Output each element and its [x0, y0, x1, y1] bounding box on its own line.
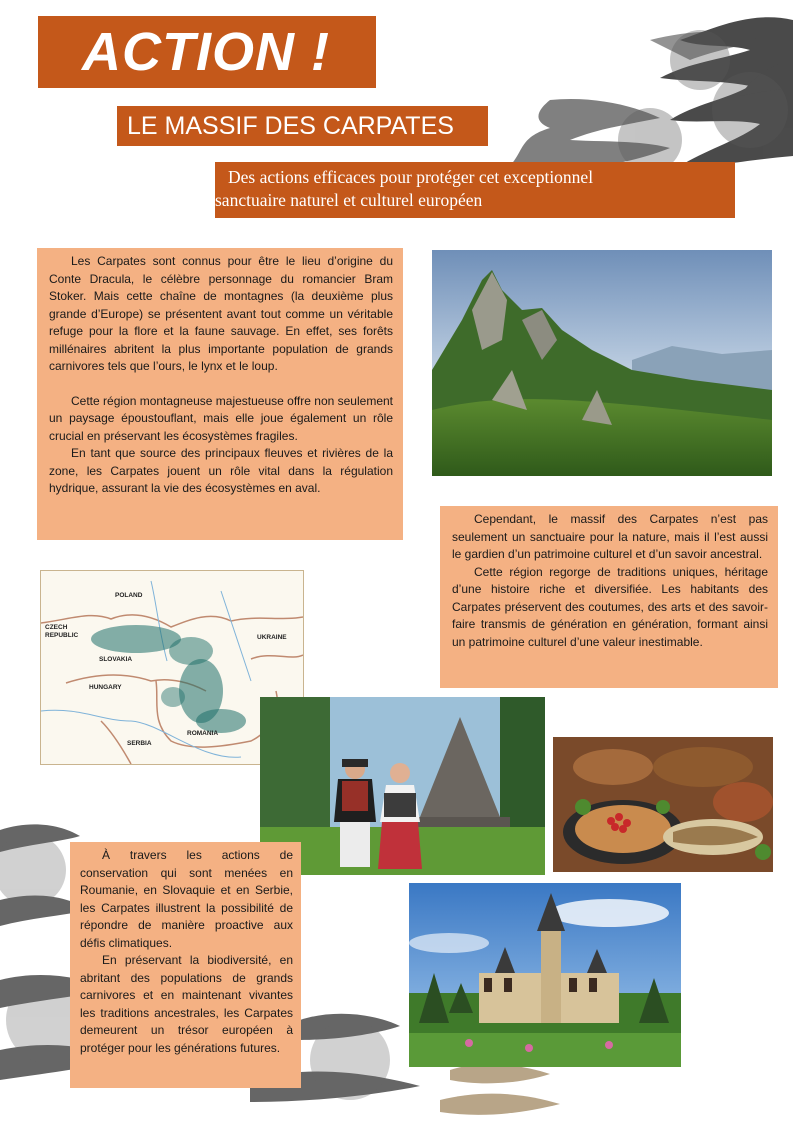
- text-box-nature: [37, 248, 403, 540]
- page-subtitle: LE MASSIF DES CARPATES: [127, 111, 454, 140]
- subtitle-banner: [117, 106, 488, 146]
- map-label-czech: CZECH: [45, 624, 68, 631]
- map-label-poland: POLAND: [115, 592, 143, 599]
- paragraph: À travers les actions de conservation qui sont menées en Roumanie, en Slovaquie et en Serbie, les Carpates illustrent la possibilité de répondre de manière proactive aux défis climatiques.: [80, 848, 293, 950]
- paragraph: Cependant, le massif des Carpates n’est pas seulement un sanctuaire pour la nature, mais il l’est aussi le gardien d’un patrimoine culturel et d’un savoir ancestral.: [452, 512, 768, 561]
- tagline-banner: [215, 162, 735, 218]
- folk-costume-photo: [260, 697, 545, 875]
- text-box-culture: [440, 506, 778, 688]
- map-label-slovakia: SLOVAKIA: [99, 656, 133, 663]
- paragraph: Les Carpates sont connus pour être le lieu d’origine du Conte Dracula, le célèbre personnage du romancier Bram Stoker. Mais cette chaîne de montagnes (la deuxième plus grande d’Europe) se présentent avant tout comme un véritable refuge pour la flore et la faune sauvage. En effet, ses forêts millénaires abritent la plus importante population de grands carnivores tels que l’ours, le lynx et le loup.: [49, 254, 393, 373]
- pine-tree-bottom-right-decoration: [440, 1060, 560, 1123]
- traditional-food-photo: [553, 737, 773, 872]
- castle-photo: [409, 883, 681, 1067]
- map-label-republic: REPUBLIC: [45, 632, 79, 639]
- paragraph: Cette région regorge de traditions uniques, héritage d’une histoire riche et diversifiée. Les habitants des Carpates préservent des coutumes, des arts et des savoir-faire transmis de génération en génération, formant ainsi un patrimoine culturel d’une valeur inestimable.: [452, 564, 768, 649]
- map-label-romania: ROMANIA: [187, 730, 219, 737]
- paragraph: En préservant la biodiversité, en abritant des populations de grands carnivores et en maintenant vivantes les traditions ancestrales, les Carpates demeurent un trésor européen à protéger pour les générations futures.: [80, 953, 293, 1055]
- map-label-hungary: HUNGARY: [89, 684, 122, 691]
- text-box-conservation: [70, 842, 301, 1088]
- map-label-ukraine: UKRAINE: [257, 634, 287, 641]
- page-title: ACTION !: [82, 22, 330, 82]
- map-label-serbia: SERBIA: [127, 740, 152, 747]
- tagline-line-2: sanctuaire naturel et culturel européen: [215, 190, 483, 210]
- paragraph: En tant que source des principaux fleuves et rivières de la zone, les Carpates jouent un rôle vital dans la régulation hydrique, assurant la vie des écosystèmes en aval.: [49, 446, 393, 495]
- tagline-line-1: Des actions efficaces pour protéger cet exceptionnel: [228, 167, 594, 187]
- paragraph: Cette région montagneuse majestueuse offre non seulement un paysage époustouflant, mais elle joue également un rôle crucial en préservant les écosystèmes fragiles.: [49, 393, 393, 443]
- mountain-photo: [432, 250, 772, 476]
- title-banner: [38, 16, 376, 88]
